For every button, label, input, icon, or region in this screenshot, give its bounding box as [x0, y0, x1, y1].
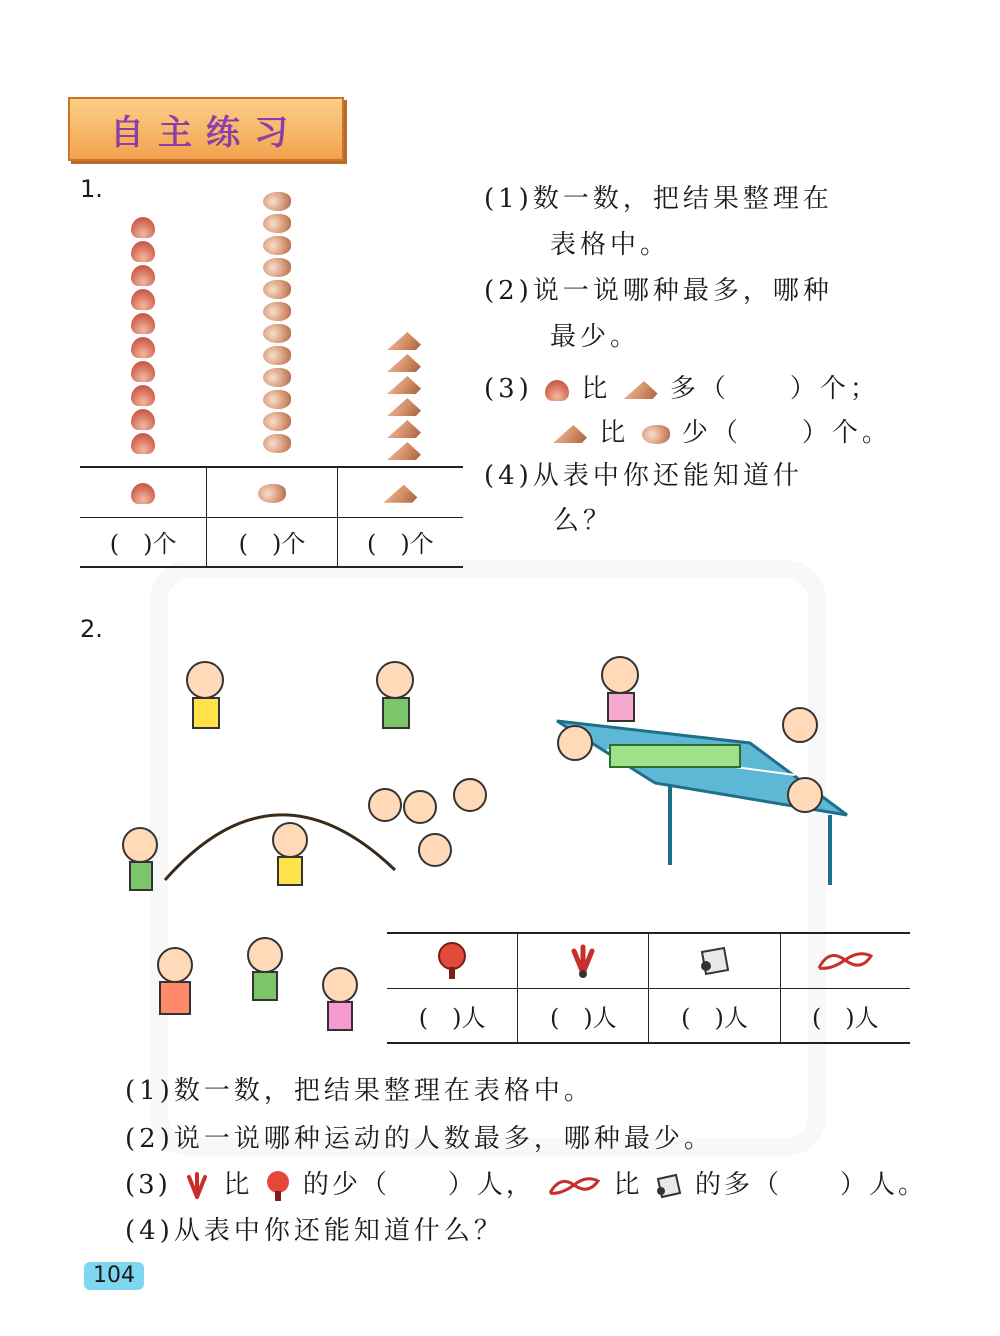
- q2-item-3: [125, 1164, 927, 1203]
- q2-item-3-more: 的多（ ）人。: [695, 1170, 928, 1200]
- q1-number: 1.: [80, 175, 103, 203]
- q1-item-3-more: 多（ ）个；: [669, 374, 880, 404]
- q1-item-3-less: 少（ ）个。: [681, 418, 892, 448]
- snail-shell-icon: [642, 425, 670, 444]
- jianzi-icon: [566, 943, 600, 979]
- q1-table: [80, 466, 463, 568]
- snail-shell-icon: [263, 236, 291, 255]
- q1-item-4: [484, 455, 803, 492]
- scallop-shell-icon: [131, 313, 155, 334]
- ping-pong-paddle-icon: [264, 1169, 292, 1203]
- q1-item-1-num: (1): [484, 184, 533, 214]
- shuttlecock-icon: [698, 946, 732, 976]
- q2-cell-badminton[interactable]: ( )人: [649, 988, 780, 1043]
- q2-cell-pingpong[interactable]: ( )人: [387, 988, 518, 1043]
- page-number: 104: [84, 1262, 144, 1290]
- q1-item-3-cont: [553, 412, 892, 449]
- scallop-shell-icon: [131, 409, 155, 430]
- q1-item-2-text: 说一说哪种最多，哪种: [532, 276, 833, 306]
- scallop-shell-icon: [131, 337, 155, 358]
- snail-shell-icon: [263, 302, 291, 321]
- snail-shell-icon: [263, 434, 291, 453]
- snail-shell-icon: [263, 346, 291, 365]
- q1-item-4-cont: 么？: [553, 506, 614, 536]
- ping-pong-paddle-icon: [435, 941, 469, 981]
- snail-shell-icon: [263, 192, 291, 211]
- snail-shell-icon: [263, 258, 291, 277]
- q2-item-3-less: 的少（ ）人，: [302, 1170, 535, 1200]
- q1-item-3-num: (3): [484, 374, 533, 404]
- snail-shell-icon: [263, 390, 291, 409]
- q1-header-snail: [207, 467, 337, 517]
- snail-shell-icon: [263, 324, 291, 343]
- q1-item-3: [484, 368, 880, 405]
- q2-item-4-num: (4): [125, 1216, 174, 1246]
- q2-item-4: [125, 1210, 504, 1247]
- q1-item-1: [484, 178, 833, 215]
- q1-item-1-cont: 表格中。: [550, 230, 671, 260]
- scallop-shell-icon: [131, 265, 155, 286]
- cone-shell-icon: [387, 376, 421, 394]
- cone-shell-icon: [387, 398, 421, 416]
- q1-header-scallop: [80, 467, 207, 517]
- q1-item-3-compare-2: 比: [599, 418, 630, 448]
- scallop-shell-icon: [131, 483, 155, 504]
- cone-shell-icon: [387, 332, 421, 350]
- scallop-shell-icon: [545, 380, 569, 401]
- scallop-shell-icon: [131, 241, 155, 262]
- scallop-shell-icon: [131, 361, 155, 382]
- q2-header-badminton: [649, 933, 780, 988]
- scallop-shell-icon: [131, 289, 155, 310]
- scallop-shell-icon: [131, 217, 155, 238]
- q2-number: 2.: [80, 615, 103, 643]
- scallop-stack: [128, 215, 158, 455]
- q2-item-2-num: (2): [125, 1124, 174, 1154]
- snail-shell-icon: [258, 484, 286, 503]
- shuttlecock-icon: [654, 1173, 684, 1199]
- scallop-shell-icon: [131, 433, 155, 454]
- snail-shell-icon: [263, 412, 291, 431]
- q1-cell-cone[interactable]: ( )个: [337, 517, 463, 567]
- q1-item-1-text: 数一数，把结果整理在: [532, 184, 833, 214]
- q1-item-4-num: (4): [484, 461, 533, 491]
- snail-shell-icon: [263, 214, 291, 233]
- q1-header-cone: [337, 467, 463, 517]
- q2-item-1-text: 数一数，把结果整理在表格中。: [173, 1076, 594, 1106]
- q1-item-3-compare: 比: [581, 374, 612, 404]
- cone-shell-icon: [553, 425, 587, 443]
- cone-shell-icon: [387, 420, 421, 438]
- q2-item-3-num: (3): [125, 1170, 171, 1200]
- jianzi-icon: [182, 1171, 212, 1201]
- q2-header-pingpong: [387, 933, 518, 988]
- cone-shell-icon: [383, 485, 417, 503]
- q1-item-2-cont: 最少。: [550, 322, 641, 352]
- q1-cell-snail[interactable]: ( )个: [207, 517, 337, 567]
- cone-stack: [384, 330, 424, 462]
- q2-item-3-compare-2: 比: [613, 1170, 643, 1200]
- q1-item-2: [484, 270, 833, 307]
- snail-shell-icon: [263, 368, 291, 387]
- scallop-shell-icon: [131, 385, 155, 406]
- q2-header-shuttlecock-kick: [518, 933, 649, 988]
- q2-table: [387, 932, 910, 1044]
- q2-item-1-num: (1): [125, 1076, 174, 1106]
- cone-shell-icon: [387, 442, 421, 460]
- jump-rope-icon: [546, 1173, 602, 1199]
- q2-cell-jianzi[interactable]: ( )人: [518, 988, 649, 1043]
- q2-item-4-text: 从表中你还能知道什么？: [173, 1216, 504, 1246]
- q1-cell-scallop[interactable]: ( )个: [80, 517, 207, 567]
- section-banner: 自主练习: [68, 97, 344, 161]
- cone-shell-icon: [624, 381, 658, 399]
- q2-item-3-compare: 比: [223, 1170, 253, 1200]
- q2-header-jump-rope: [780, 933, 910, 988]
- q2-item-2: [125, 1118, 714, 1155]
- snail-shell-icon: [263, 280, 291, 299]
- q2-item-2-text: 说一说哪种运动的人数最多，哪种最少。: [173, 1124, 714, 1154]
- q1-item-2-num: (2): [484, 276, 533, 306]
- q1-item-4-text: 从表中你还能知道什: [532, 461, 803, 491]
- cone-shell-icon: [387, 354, 421, 372]
- q2-cell-jump-rope[interactable]: ( )人: [780, 988, 910, 1043]
- jump-rope-icon: [815, 946, 875, 976]
- q2-item-1: [125, 1070, 594, 1107]
- snail-stack: [260, 190, 294, 454]
